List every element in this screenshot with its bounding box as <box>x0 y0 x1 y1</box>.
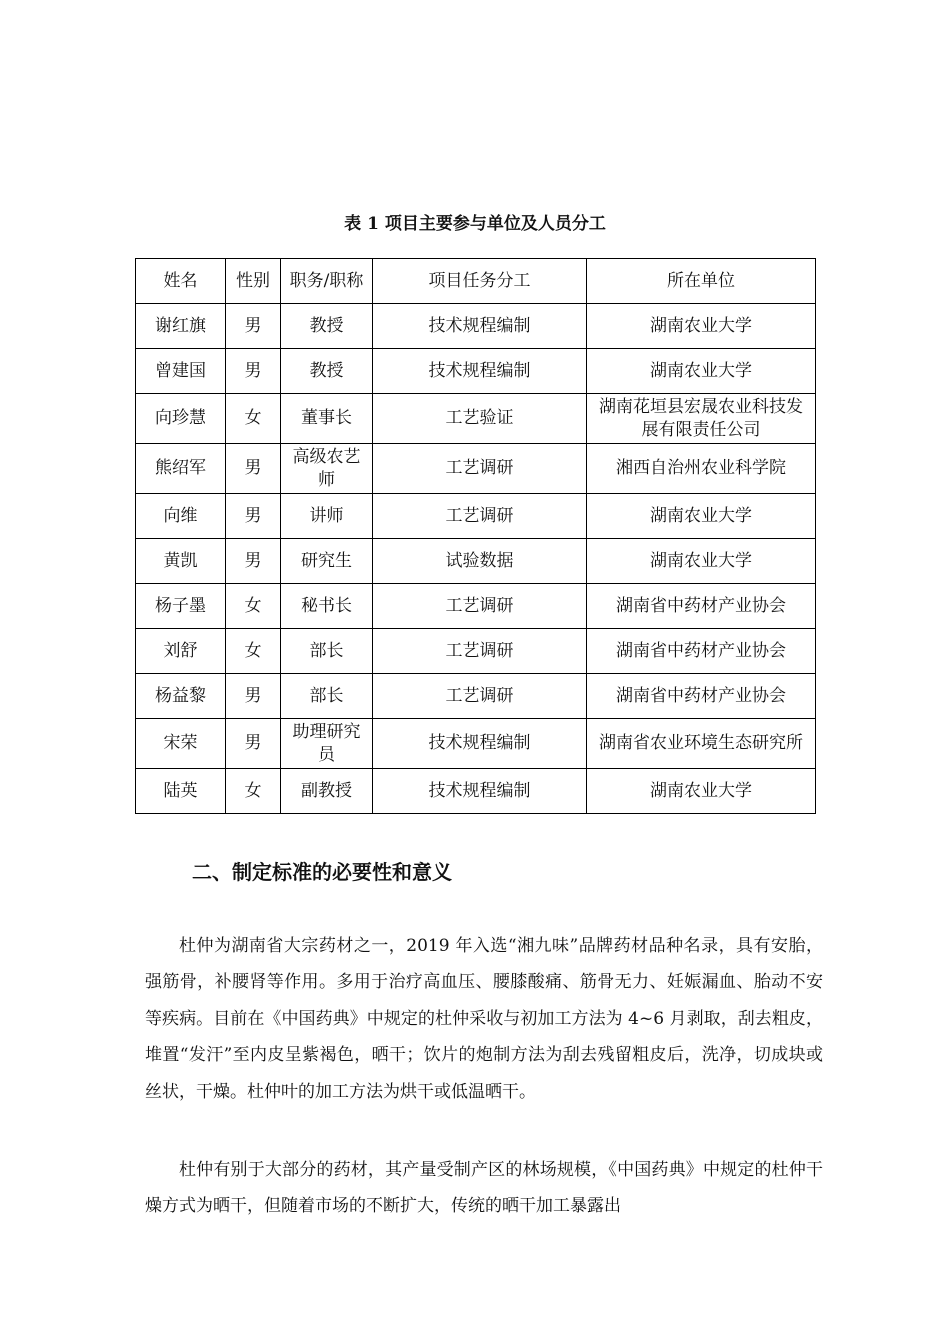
cell-gender: 男 <box>226 539 281 584</box>
cell-name: 曾建国 <box>136 349 226 394</box>
cell-gender: 女 <box>226 584 281 629</box>
header-gender: 性别 <box>226 259 281 304</box>
cell-unit: 湘西自治州农业科学院 <box>587 444 816 494</box>
cell-title: 秘书长 <box>281 584 373 629</box>
cell-gender: 男 <box>226 674 281 719</box>
cell-unit: 湖南省中药材产业协会 <box>587 629 816 674</box>
body-paragraph: 杜仲为湖南省大宗药材之一，2019 年入选“湘九味”品牌药材品种名录，具有安胎，强筋骨，补腰肾等作用。多用于治疗高血压、腰膝酸痛、筋骨无力、妊娠漏血、胎动不安等疾病。目前在《中国药典》中规定的杜仲采收与初加工方法为 4~6 月剥取，刮去粗皮，堆置“发汗”至内皮呈紫褐色，晒干；饮片的炮制方法为刮去残留粗皮后，洗净，切成块或丝状，干燥。杜仲叶的加工方法为烘干或低温晒干。 <box>145 936 823 1102</box>
table-row <box>136 494 816 539</box>
cell-task: 工艺调研 <box>373 494 587 539</box>
cell-name: 谢红旗 <box>136 304 226 349</box>
cell-unit: 湖南农业大学 <box>587 539 816 584</box>
cell-title: 高级农艺师 <box>281 444 373 494</box>
table-row <box>136 769 816 814</box>
cell-title: 讲师 <box>281 494 373 539</box>
cell-name: 杨子墨 <box>136 584 226 629</box>
cell-task: 工艺调研 <box>373 674 587 719</box>
cell-gender: 男 <box>226 444 281 494</box>
cell-title: 副教授 <box>281 769 373 814</box>
cell-unit: 湖南农业大学 <box>587 494 816 539</box>
cell-name: 陆英 <box>136 769 226 814</box>
cell-title: 董事长 <box>281 394 373 444</box>
cell-task: 技术规程编制 <box>373 304 587 349</box>
cell-title: 部长 <box>281 674 373 719</box>
table-row <box>136 349 816 394</box>
cell-name: 向珍慧 <box>136 394 226 444</box>
cell-task: 工艺验证 <box>373 394 587 444</box>
cell-gender: 男 <box>226 349 281 394</box>
cell-task: 技术规程编制 <box>373 769 587 814</box>
cell-title: 教授 <box>281 349 373 394</box>
header-name: 姓名 <box>136 259 226 304</box>
cell-name: 杨益黎 <box>136 674 226 719</box>
cell-task: 试验数据 <box>373 539 587 584</box>
cell-gender: 男 <box>226 304 281 349</box>
header-unit: 所在单位 <box>587 259 816 304</box>
cell-gender: 女 <box>226 629 281 674</box>
cell-task: 技术规程编制 <box>373 719 587 769</box>
cell-unit: 湖南省中药材产业协会 <box>587 674 816 719</box>
cell-task: 技术规程编制 <box>373 349 587 394</box>
cell-unit: 湖南农业大学 <box>587 349 816 394</box>
table-row <box>136 674 816 719</box>
cell-unit: 湖南花垣县宏晟农业科技发展有限责任公司 <box>587 394 816 444</box>
table-row <box>136 629 816 674</box>
table-header-row <box>136 259 816 304</box>
cell-task: 工艺调研 <box>373 584 587 629</box>
cell-gender: 男 <box>226 719 281 769</box>
cell-name: 熊绍军 <box>136 444 226 494</box>
table-row <box>136 394 816 444</box>
cell-gender: 女 <box>226 769 281 814</box>
cell-name: 向维 <box>136 494 226 539</box>
cell-title: 助理研究员 <box>281 719 373 769</box>
cell-name: 刘舒 <box>136 629 226 674</box>
cell-gender: 女 <box>226 394 281 444</box>
cell-title: 研究生 <box>281 539 373 584</box>
cell-task: 工艺调研 <box>373 444 587 494</box>
cell-name: 黄凯 <box>136 539 226 584</box>
body-paragraph: 杜仲有别于大部分的药材，其产量受制产区的林场规模，《中国药典》中规定的杜仲干燥方式为晒干，但随着市场的不断扩大，传统的晒干加工暴露出 <box>145 1160 823 1217</box>
cell-task: 工艺调研 <box>373 629 587 674</box>
cell-gender: 男 <box>226 494 281 539</box>
cell-title: 部长 <box>281 629 373 674</box>
cell-unit: 湖南省农业环境生态研究所 <box>587 719 816 769</box>
cell-unit: 湖南农业大学 <box>587 769 816 814</box>
table-caption: 表 1 项目主要参与单位及人员分工 <box>344 214 606 234</box>
table-row <box>136 304 816 349</box>
cell-unit: 湖南省中药材产业协会 <box>587 584 816 629</box>
cell-name: 宋荣 <box>136 719 226 769</box>
personnel-table <box>135 258 816 814</box>
header-title: 职务/职称 <box>281 259 373 304</box>
table-row <box>136 719 816 769</box>
table-row <box>136 444 816 494</box>
table-row <box>136 584 816 629</box>
cell-title: 教授 <box>281 304 373 349</box>
table-row <box>136 539 816 584</box>
header-task: 项目任务分工 <box>373 259 587 304</box>
cell-unit: 湖南农业大学 <box>587 304 816 349</box>
section-heading: 二、制定标准的必要性和意义 <box>192 860 452 884</box>
